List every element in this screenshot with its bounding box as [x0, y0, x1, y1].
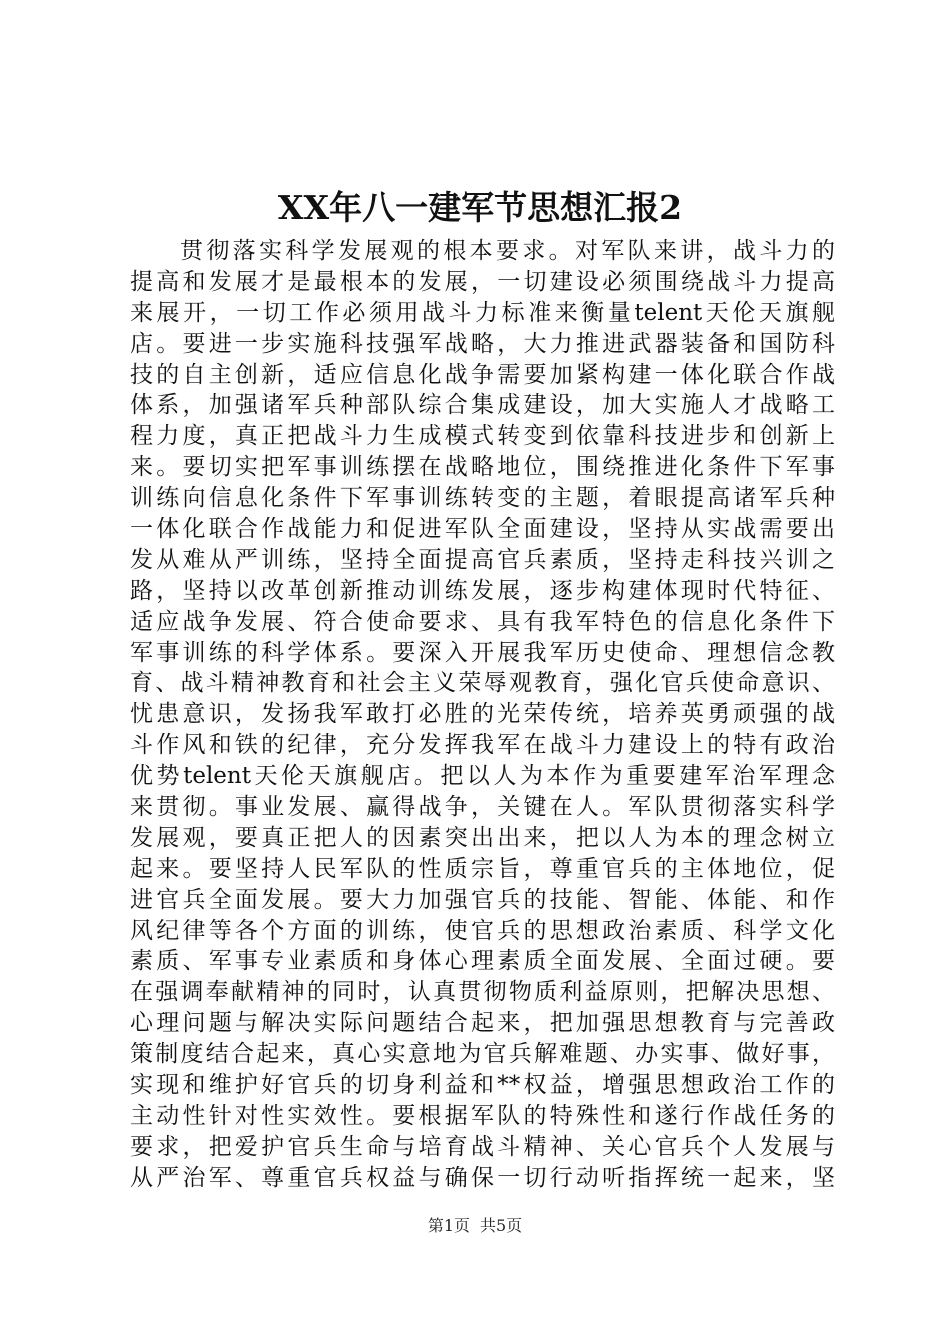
- page-total: 共5页: [480, 1216, 523, 1235]
- body-line: 起来。要坚持人民军队的性质宗旨，尊重官兵的主体地位，促: [130, 855, 835, 882]
- body-line: 要求，把爱护官兵生命与培育战斗精神、关心官兵个人发展与: [130, 1133, 835, 1160]
- body-line: 优势telent天伦天旗舰店。把以人为本作为重要建军治军理念: [130, 763, 835, 790]
- body-line: 军事训练的科学体系。要深入开展我军历史使命、理想信念教: [130, 639, 835, 666]
- body-line: 发展观，要真正把人的因素突出出来，把以人为本的理念树立: [130, 824, 835, 851]
- body-line: 从严治军、尊重官兵权益与确保一切行动听指挥统一起来，坚: [130, 1164, 835, 1191]
- body-line: 来展开，一切工作必须用战斗力标准来衡量telent天伦天旗舰: [130, 299, 835, 326]
- body-line: 忧患意识，发扬我军敢打必胜的光荣传统，培养英勇顽强的战: [130, 701, 835, 728]
- document-title: XX年八一建军节思想汇报2: [277, 188, 683, 227]
- page-footer: [0, 1216, 950, 1236]
- body-line: 路，坚持以改革创新推动训练发展，逐步构建体现时代特征、: [130, 577, 835, 604]
- body-line: 提高和发展才是最根本的发展，一切建设必须围绕战斗力提高: [130, 268, 835, 295]
- body-line: 发从难从严训练，坚持全面提高官兵素质，坚持走科技兴训之: [130, 546, 835, 573]
- body-line: 斗作风和铁的纪律，充分发挥我军在战斗力建设上的特有政治: [130, 732, 835, 759]
- body-line: 来贯彻。事业发展、赢得战争，关键在人。军队贯彻落实科学: [130, 794, 835, 821]
- body-line: 贯彻落实科学发展观的根本要求。对军队来讲，战斗力的: [180, 238, 835, 264]
- body-line: 体系，加强诸军兵种部队综合集成建设，加大实施人才战略工: [130, 392, 835, 419]
- body-line: 程力度，真正把战斗力生成模式转变到依靠科技进步和创新上: [130, 423, 835, 450]
- body-line: 实现和维护好官兵的切身利益和**权益，增强思想政治工作的: [130, 1072, 835, 1099]
- body-line: 进官兵全面发展。要大力加强官兵的技能、智能、体能、和作: [130, 886, 835, 913]
- body-line: 技的自主创新，适应信息化战争需要加紧构建一体化联合作战: [130, 361, 835, 388]
- body-line: 心理问题与解决实际问题结合起来，把加强思想教育与完善政: [130, 1010, 835, 1037]
- body-line: 主动性针对性实效性。要根据军队的特殊性和遂行作战任务的: [130, 1102, 835, 1129]
- body-line: 在强调奉献精神的同时，认真贯彻物质利益原则，把解决思想、: [130, 979, 835, 1006]
- body-line: 适应战争发展、符合使命要求、具有我军特色的信息化条件下: [130, 608, 835, 635]
- body-line: 素质、军事专业素质和身体心理素质全面发展、全面过硬。要: [130, 948, 835, 975]
- body-line: 风纪律等各个方面的训练，使官兵的思想政治素质、科学文化: [130, 917, 835, 944]
- page-number: 第1页: [427, 1216, 470, 1235]
- body-line: 一体化联合作战能力和促进军队全面建设，坚持从实战需要出: [130, 516, 835, 543]
- body-line: 策制度结合起来，真心实意地为官兵解难题、办实事、做好事，: [130, 1041, 835, 1068]
- body-line: 店。要进一步实施科技强军战略，大力推进武器装备和国防科: [130, 330, 835, 357]
- body-line: 育、战斗精神教育和社会主义荣辱观教育，强化官兵使命意识、: [130, 670, 835, 697]
- body-line: 来。要切实把军事训练摆在战略地位，围绕推进化条件下军事: [130, 454, 835, 481]
- body-line: 训练向信息化条件下军事训练转变的主题，着眼提高诸军兵种: [130, 485, 835, 512]
- document-body: [130, 236, 835, 1194]
